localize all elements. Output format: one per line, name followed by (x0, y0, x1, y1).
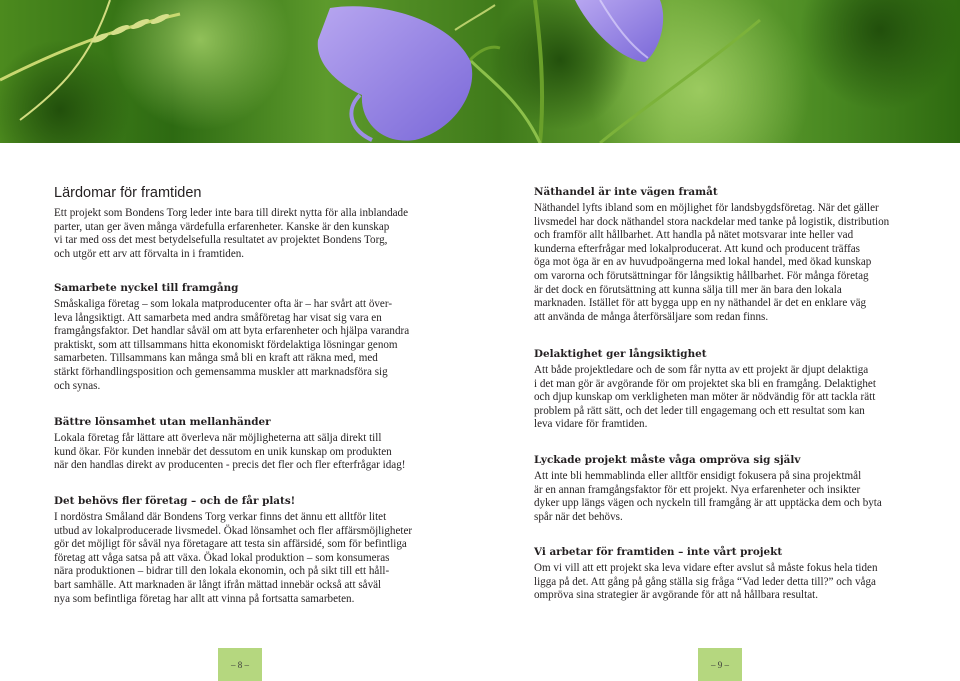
section-body-nathandel: Näthandel lyfts ibland som en möjlighet för landsbygdsföretag. När det gäller livsmedel har dock näthandel stora nackdelar med tanke på logistik, distribution och framför allt hållbarhet. Att handla på nätet motsvarar inte heller vad kunderna efterfrågar med lokalproducerat. Att kund och producent träffas öga mot öga är en av huvudpoängerna med lokal handel, med ökad kunskap om varorna och förutsättningar för långsiktig hållbarhet. För många företag är det dock en förutsättning att kunna sälja till mer än bara den lokala marknaden. Istället för att bygga upp en ny näthandel är det en enklare väg att använda de många återförsäljare som redan finns. (534, 202, 890, 323)
section-heading-ompröva: Lyckade projekt måste våga ompröva sig själv (534, 454, 801, 466)
section-heading-foretag: Det behövs fler företag – och de får plats! (54, 495, 296, 507)
header-photo-bellflowers (0, 0, 960, 143)
section-heading-delaktighet: Delaktighet ger långsiktighet (534, 348, 707, 360)
section-heading-lonsamhet: Bättre lönsamhet utan mellanhänder (54, 416, 271, 428)
bellflower-illustration (0, 0, 960, 143)
section-body-framtiden: Om vi vill att ett projekt ska leva vidare efter avslut så måste fokus hela tiden ligga på det. Att gång på gång ställa sig fråga “Vad leder detta till?” och våga ompröva sina strategier är avgörande för att nå hållbara resultat. (534, 562, 878, 602)
section-body-lonsamhet: Lokala företag får lättare att överleva när möjligheterna att sälja direkt till kund ökar. För kunden innebär det dessutom en unik kunskap om produkten när den handlas direkt av producenten - precis det fler och fler efterfrågar idag! (54, 432, 406, 472)
page-number-right: – 9 – (698, 648, 742, 681)
section-heading-samarbete: Samarbete nyckel till framgång (54, 282, 239, 294)
section-body-ompröva: Att inte bli hemmablinda eller alltför ensidigt fokusera på sina projektmål är en annan framgångsfaktor för ett projekt. Nya erfarenheter och insikter dyker upp längs vägen och nyckeln till framgång är att upptäcka dem och byta spår när det behövs. (534, 470, 882, 523)
section-body-samarbete: Småskaliga företag – som lokala matproducenter ofta är – har svårt att över- leva långsiktigt. Att samarbeta med andra småföretag har visat sig vara en framgångsfaktor. Det handlar såväl om att byta erfarenheter och hjälpa varandra praktiskt, som att tillsammans hitta ekonomiskt fördelaktiga lösningar genom samarbeten. Tillsammans kan många små bli en kraft att räkna med, med stärkt förhandlingsposition och gemensamma muskler att marknadsföra sig och synas. (54, 298, 410, 392)
section-heading-framtiden: Vi arbetar för framtiden – inte vårt projekt (534, 546, 783, 558)
section-heading-nathandel: Näthandel är inte vägen framåt (534, 186, 718, 198)
section-body-foretag: I nordöstra Småland där Bondens Torg verkar finns det ännu ett alltför litet utbud av lokalproducerade livsmedel. Ökad lönsamhet och fler affärsmöjligheter gör det möjligt för såväl nya företagare att testa sin affärsidé, som för befintliga företag att våga satsa på att växa. Ökad lokal produktion – som konsumeras nära produktionen – bidrar till den lokala ekonomin, och på sikt till ett håll- bart samhälle. Att marknaden är långt ifrån mättad innebär också att såväl nya som befintliga företag har allt att vinna på fortsatta samarbeten. (54, 511, 413, 605)
page-number-left: – 8 – (218, 648, 262, 681)
page-title: Lärdomar för framtiden (54, 185, 202, 201)
section-body-delaktighet: Att både projektledare och de som får nytta av ett projekt är djupt delaktiga i det man gör är avgörande för om projektet ska bli en framgång. Delaktighet och djup kunskap om verkligheten man möter är nödvändig för att tackla rätt problem på rätt sätt, och det leder till engagemang och ett resultat som kan leva vidare för framtiden. (534, 364, 876, 431)
intro-paragraph: Ett projekt som Bondens Torg leder inte bara till direkt nytta för alla inblandade parter, utan ger även många värdefulla erfarenheter. Kanske är den kunskap vi tar med oss det mest betydelsefulla resultatet av projektet Bondens Torg, och utgör ett arv att förvalta in i framtiden. (54, 207, 409, 260)
